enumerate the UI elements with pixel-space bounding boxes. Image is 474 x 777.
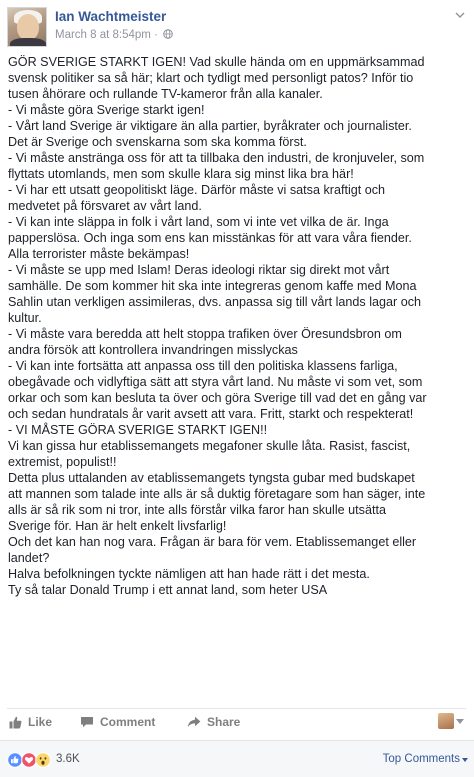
post-line: Ty så talar Donald Trump i ett annat land, som heter USA — [8, 583, 328, 597]
post-line: obegåvade och vidlyftiga sätt att styra vårt land. Nu måste vi som vet, som — [8, 375, 423, 389]
post-line: Och det kan han nog vara. Frågan är bara för vem. Etablissemanget eller — [8, 535, 417, 549]
reactions-bar — [0, 740, 474, 777]
share-button[interactable] — [187, 715, 240, 729]
post-line: flyttats utomlands, men som skulle klara sig minst lika bra här! — [8, 167, 354, 181]
meta-separator: · — [154, 29, 158, 41]
post-line: samhälle. De som kommer hit ska inte integreras genom kaffe med Mona — [8, 279, 417, 293]
reactor-avatar[interactable] — [438, 713, 454, 729]
post-line: - Vi kan inte fortsätta att anpassa oss till den politiska klassens farliga, — [8, 359, 398, 373]
post-line: Det är Sverige och svenskarna som ska komma först. — [8, 135, 307, 149]
post-line: och sedan hundratals år varit avsett att vara. Fritt, starkt och respekterat! — [8, 407, 414, 421]
post-line: - Vi måste göra Sverige starkt igen! — [8, 103, 205, 117]
like-label: Like — [28, 715, 53, 729]
post-line: GÖR SVERIGE STARKT IGEN! Vad skulle hända om en uppmärksammad — [8, 55, 425, 69]
post-line: tusen åhörare och rullande TV-kameror från alla kanaler. — [8, 87, 323, 101]
post-line: - Vårt land Sverige är viktigare än alla partier, byråkrater och journalister. — [8, 119, 412, 133]
post-line: Halva befolkningen tyckte nämligen att han hade rätt i det mesta. — [8, 567, 370, 581]
post-line: kultur. — [8, 311, 42, 325]
post-line: andra försök att kontrollera invandringen misslyckas — [8, 343, 298, 357]
post-line: - Vi måste vara beredda att helt stoppa trafiken över Öresundsbron om — [8, 327, 402, 341]
comment-label: Comment — [100, 715, 156, 729]
post-meta — [55, 29, 173, 41]
post-line: medvetet på försvaret av vårt land. — [8, 199, 202, 213]
post-timestamp[interactable]: March 8 at 8:54pm — [55, 29, 151, 41]
post-line: Vi kan gissa hur etablissemangets megafoner skulle låta. Rasist, fascist, — [8, 439, 411, 453]
post-line: - Vi kan inte släppa in folk i vårt land, som vi inte vet vilka de är. Inga — [8, 215, 389, 229]
share-label: Share — [207, 715, 241, 729]
post-line: - VI MÅSTE GÖRA SVERIGE STARKT IGEN!! — [8, 423, 268, 437]
reaction-icons[interactable] — [7, 752, 49, 768]
post-line: - Vi har ett utsatt geopolitiskt läge. Därför måste vi satsa kraftigt och — [8, 183, 386, 197]
globe-icon — [163, 29, 173, 39]
post-line: Sverige för. Han är helt enkelt livsfarlig! — [8, 519, 227, 533]
author-avatar[interactable] — [7, 7, 47, 47]
like-button[interactable] — [9, 715, 52, 729]
thumbs-up-icon — [9, 716, 22, 729]
post-header — [7, 7, 466, 49]
post-line: papperslösa. Och inga som ens kan misstänkas för att vara våra fiender. — [8, 231, 412, 245]
post-line: - Vi måste anstränga oss för att ta tillbaka den industri, de kronjuveler, som — [8, 151, 425, 165]
caret-down-icon[interactable] — [456, 719, 464, 724]
post-line: svensk politiker sa så här; klart och tydligt med personligt patos? Inför tio — [8, 71, 414, 85]
post-line: alls är så rik som ni tror, inte alls förstår vilka faror han skulle utsätta — [8, 503, 386, 517]
post-line: - Vi måste se upp med Islam! Deras ideologi riktar sig direkt mot vårt — [8, 263, 390, 277]
post-line: orkar och som kan besluta ta över och göra Sverige till vad det en gång var — [8, 391, 427, 405]
comment-button[interactable] — [80, 715, 155, 729]
comment-bubble-icon — [80, 716, 94, 728]
post-line: att mannen som talade inte alls är så duktig företagare som han säger, inte — [8, 487, 426, 501]
post-line: extremist, populist!! — [8, 455, 117, 469]
post-body — [8, 54, 470, 598]
caret-down-icon[interactable] — [462, 758, 468, 762]
top-comments-sort[interactable]: Top Comments — [382, 753, 460, 765]
share-arrow-icon — [187, 716, 201, 728]
author-name[interactable]: Ian Wachtmeister — [55, 9, 167, 24]
post-options-chevron-icon[interactable] — [454, 9, 466, 21]
post-line: Alla terrorister måste bekämpas! — [8, 247, 190, 261]
reaction-count[interactable]: 3.6K — [56, 753, 80, 765]
avatar-body — [10, 38, 46, 47]
avatar-face — [17, 14, 39, 40]
post-line: Detta plus uttalanden av etablissemangets tyngsta gubar med budskapet — [8, 471, 415, 485]
wow-reaction-icon — [35, 752, 51, 768]
post-line: landet? — [8, 551, 50, 565]
post-action-bar — [7, 708, 466, 735]
post-line: Sahlin utan verkligen assimileras, dvs. anpassa sig till vårt lands lagar och — [8, 295, 421, 309]
